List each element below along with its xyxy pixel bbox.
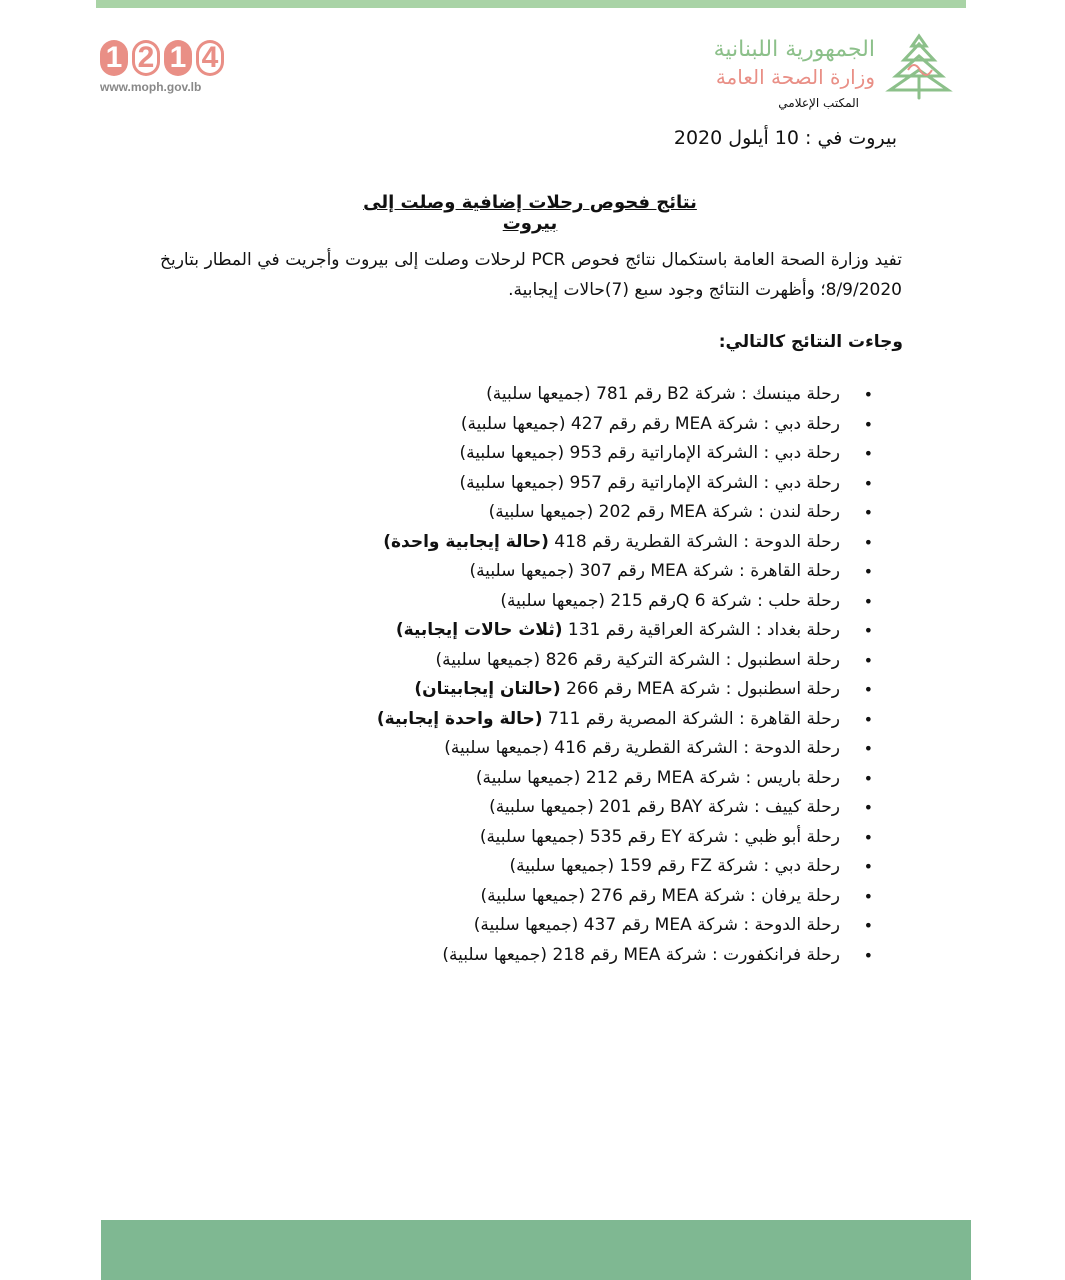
bullet-icon: •: [863, 886, 873, 906]
flight-result: (جميعها سلبية): [473, 915, 579, 935]
flight-result: (جميعها سلبية): [459, 472, 565, 493]
bullet-icon: •: [863, 385, 873, 404]
flight-result: (جميعها سلبية): [442, 944, 548, 965]
flight-result: (جميعها سلبية): [488, 502, 594, 522]
flight-description: رحلة دبي : الشركة الإماراتية رقم 953: [564, 443, 840, 463]
flight-description: رحلة الدوحة : شركة MEA رقم 437: [578, 915, 840, 935]
flight-description: رحلة دبي : شركة MEA رقم رقم 427: [565, 413, 840, 434]
press-office-label: المكتب الإعلامي: [778, 96, 859, 110]
bullet-icon: •: [863, 650, 873, 670]
flight-result: (جميعها سلبية): [475, 767, 581, 788]
flight-description: رحلة دبي : شركة FZ رقم 159: [614, 856, 840, 876]
hotline-digit: 1: [100, 40, 128, 76]
hotline-digit: 2: [132, 40, 160, 76]
cedar-logo-icon: [884, 30, 954, 100]
bottom-decorative-bar: [101, 1220, 971, 1280]
list-item: [377, 380, 875, 410]
flight-results-list: [377, 380, 875, 970]
bullet-icon: •: [863, 945, 873, 965]
list-item: [377, 705, 875, 735]
flight-description: رحلة باريس : شركة MEA رقم 212: [580, 767, 840, 788]
flight-result: (حالتان إيجابيتان): [414, 679, 561, 699]
flight-description: رحلة القاهرة : الشركة المصرية رقم 711: [542, 708, 840, 729]
website-url: www.moph.gov.lb: [100, 80, 202, 94]
list-item: [377, 469, 875, 499]
bullet-icon: •: [863, 680, 873, 699]
results-subheading: وجاءت النتائج كالتالي:: [718, 332, 903, 352]
flight-result: (جميعها سلبية): [444, 738, 549, 758]
intro-paragraph: تفيد وزارة الصحة العامة باستكمال نتائج فحوص PCR لرحلات وصلت إلى بيروت وأجريت في المطار بتاريخ 8/9/2020؛ وأظهرت النتائج وجود سبع (7)حالات إيجابية.: [160, 250, 902, 300]
flight-description: رحلة بغداد : الشركة العراقية رقم 131: [562, 620, 840, 640]
list-item: [377, 646, 875, 676]
top-decorative-bar: [96, 0, 966, 8]
flight-result: (جميعها سلبية): [469, 561, 575, 581]
republic-name: الجمهورية اللبنانية: [713, 37, 875, 62]
flight-description: رحلة حلب : شركة 6 Qرقم 215: [604, 590, 840, 611]
list-item: [377, 823, 875, 853]
bullet-icon: •: [863, 709, 873, 729]
list-item: [377, 764, 875, 794]
list-item: [377, 557, 875, 587]
bullet-icon: •: [863, 857, 873, 876]
document-title: نتائج فحوص رحلات إضافية وصلت إلى بيروت: [363, 192, 697, 234]
flight-description: رحلة مينسك : شركة B2 رقم 781: [590, 384, 840, 404]
flight-result: (جميعها سلبية): [500, 590, 605, 611]
flight-description: رحلة اسطنبول : الشركة التركية رقم 826: [540, 649, 840, 670]
bullet-icon: •: [863, 621, 873, 640]
flight-result: (جميعها سلبية): [460, 413, 566, 434]
document-date: بيروت في : 10 أيلول 2020: [673, 127, 897, 149]
bullet-icon: •: [863, 916, 873, 935]
list-item: [377, 616, 875, 646]
list-item: [377, 587, 875, 617]
flight-description: رحلة القاهرة : شركة MEA رقم 307: [574, 561, 840, 581]
flight-result: (جميعها سلبية): [435, 649, 541, 670]
flight-description: رحلة دبي : الشركة الإماراتية رقم 957: [564, 472, 840, 493]
list-item: [377, 439, 875, 469]
flight-result: (حالة واحدة إيجابية): [376, 708, 543, 729]
bullet-icon: •: [863, 591, 873, 611]
list-item: [377, 734, 875, 764]
flight-description: رحلة كييف : شركة BAY رقم 201: [593, 797, 840, 817]
flight-result: (حالة إيجابية واحدة): [383, 531, 549, 552]
bullet-icon: •: [863, 414, 873, 434]
hotline-digit: 1: [164, 40, 192, 76]
flight-result: (جميعها سلبية): [480, 885, 586, 906]
flight-description: رحلة يرفان : شركة MEA رقم 276: [585, 885, 840, 906]
bullet-icon: •: [863, 827, 873, 847]
list-item: [377, 498, 875, 528]
list-item: [377, 911, 875, 941]
list-item: [377, 528, 875, 558]
list-item: [377, 882, 875, 912]
bullet-icon: •: [863, 768, 873, 788]
flight-description: رحلة لندن : شركة MEA رقم 202: [593, 502, 840, 522]
flight-description: رحلة اسطنبول : شركة MEA رقم 266: [560, 679, 840, 699]
list-item: [377, 852, 875, 882]
flight-result: (جميعها سلبية): [489, 797, 594, 817]
flight-result: (جميعها سلبية): [486, 384, 591, 404]
bullet-icon: •: [863, 444, 873, 463]
bullet-icon: •: [863, 532, 873, 552]
list-item: [377, 941, 875, 971]
bullet-icon: •: [863, 473, 873, 493]
flight-result: (جميعها سلبية): [509, 856, 615, 876]
hotline-digit: 4: [196, 40, 224, 76]
flight-description: رحلة الدوحة : الشركة القطرية رقم 418: [548, 531, 840, 552]
flight-description: رحلة الدوحة : الشركة القطرية رقم 416: [548, 738, 840, 758]
flight-result: (جميعها سلبية): [459, 443, 565, 463]
flight-result: (جميعها سلبية): [479, 826, 585, 847]
list-item: [377, 410, 875, 440]
hotline-logo: [100, 40, 224, 76]
bullet-icon: •: [863, 798, 873, 817]
bullet-icon: •: [863, 739, 873, 758]
list-item: [377, 675, 875, 705]
bullet-icon: •: [863, 503, 873, 522]
ministry-name: وزارة الصحة العامة: [715, 65, 875, 89]
list-item: [377, 793, 875, 823]
flight-result: (ثلاث حالات إيجابية): [395, 620, 563, 640]
bullet-icon: •: [863, 562, 873, 581]
ministry-header: [714, 36, 875, 110]
flight-description: رحلة فرانكفورت : شركة MEA رقم 218: [547, 944, 840, 965]
flight-description: رحلة أبو ظبي : شركة EY رقم 535: [584, 826, 840, 847]
